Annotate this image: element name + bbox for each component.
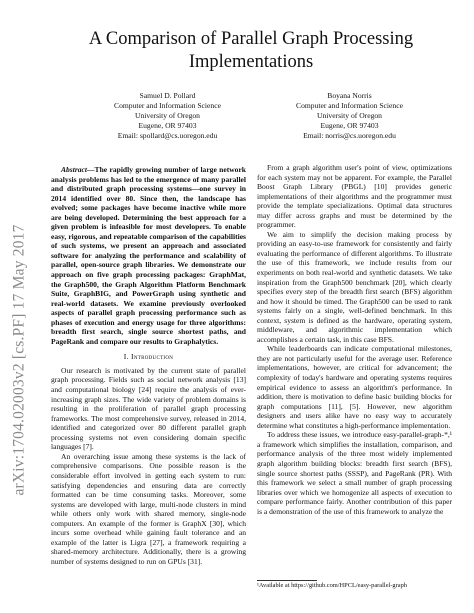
arxiv-identifier-stamp bbox=[8, 150, 32, 570]
paper-title: A Comparison of Parallel Graph Processing Implementations bbox=[88, 29, 414, 72]
section-heading bbox=[51, 352, 246, 362]
footnote: ¹Available at https://github.com/HPCL/easy-parallel-graph bbox=[257, 582, 407, 589]
section-title: Introduction bbox=[130, 352, 174, 362]
body-paragraph: We aim to simplify the decision making process by providing an easy-to-use framework for consistently and fairly evaluating the performance of different algorithms. To illustrate the use of this framework, we include results from our experiments on both real-world and synthetic datasets. We take inspiration from the Graph500 benchmark [20], which clearly specifies every step of the breadth first search (BFS) algorithm and how it should be timed. The Graph500 can be used to rank systems fairly on a single, well-defined benchmark. In this context, system is defined as the hardware, operating system, middleware, and algorithmic implementation which accomplishes a certain task, in this case BFS. bbox=[257, 229, 452, 344]
arxiv-stamp-text: arXiv:1704.02003v2 [cs.PF] 17 May 2017 bbox=[11, 224, 28, 496]
left-column bbox=[51, 165, 246, 566]
body-paragraph: While leaderboards can indicate computational milestones, they are not particularly useful for the average user. Reference implementations, however, are critical for advancement; the complexity of today's hardware and operating systems requires empirical evidence to assess an algorithm's performance. In addition, there is motivation to define basic building blocks for graph computations [11], [5]. However, new algorithm designers and users alike have no easy way to accurately determine what constitutes a high-performance implementation. bbox=[257, 344, 452, 430]
abstract bbox=[51, 165, 246, 346]
author-email: Email: norris@cs.uoregon.edu bbox=[303, 131, 396, 140]
author-name: Samuel D. Pollard bbox=[139, 91, 196, 100]
author-department: Computer and Information Science bbox=[296, 101, 403, 110]
body-paragraph: Our research is motivated by the current state of parallel graph processing. Fields such as social network analysis [13] and computational biology [24] require the analysis of ever-increasing graph sizes. The wide variety of problem domains is resulting in the proliferation of parallel graph processing frameworks. The most comprehensive survey, released in 2014, identified and categorized over 80 different parallel graph processing systems not even considering domain specific languages [7]. bbox=[51, 365, 246, 452]
right-column bbox=[257, 163, 452, 516]
body-paragraph: From a graph algorithm user's point of view, optimizations for each system may not be apparent. For example, the Parallel Boost Graph Library (PBGL) [10] provides generic implementations of their algorithms and the programmer must provide the template specializations. Optimal data structures may differ across graphs and must be determined by the programmer. bbox=[257, 163, 452, 230]
body-paragraph: To address these issues, we introduce easy-parallel-graph-*,¹ a framework which simplifies the installation, comparison, and performance analysis of the three most widely implemented graph algorithm building blocks: breadth first search (BFS), single source shortest paths (SSSP), and PageRank (PR). With this framework we select a small number of graph processing libraries over which we homogenize all aspects of execution to compare performance fairly. Another contribution of this paper is a demonstration of the use of this framework to analyze the bbox=[257, 430, 452, 516]
author-block-2 bbox=[262, 91, 437, 141]
author-city: Eugene, OR 97403 bbox=[320, 121, 379, 130]
abstract-label: Abstract bbox=[61, 165, 87, 174]
author-name: Boyana Norris bbox=[327, 91, 372, 100]
author-city: Eugene, OR 97403 bbox=[138, 121, 197, 130]
author-department: Computer and Information Science bbox=[114, 101, 221, 110]
body-paragraph: An overarching issue among these systems is the lack of comprehensive comparisons. One possible reason is the considerable effort involved in getting each system to run: satisfying dependencies and ensuring data are correctly formatted can be time consuming tasks. Moreover, some systems are developed with large, multi-node clusters in mind while others only work with shared memory, single-node computers. An example of the former is GraphX [30], which incurs some overhead while gaining fault tolerance and an example of the latter is Ligra [27], a framework requiring a shared-memory architecture. Additionally, there is a growing number of systems designed to run on GPUs [31]. bbox=[51, 451, 246, 566]
footnote-divider bbox=[257, 580, 317, 581]
section-number: I. bbox=[123, 352, 129, 362]
author-block-1 bbox=[80, 91, 255, 141]
author-university: University of Oregon bbox=[317, 111, 382, 120]
abstract-text: —The rapidly growing number of large network analysis problems has led to the emergence of many parallel and distributed graph processing systems—one survey in 2014 identified over 80. Since then, the landscape has evolved; some packages have become inactive while more are being developed. Determining the best approach for a given problem is infeasible for most developers. To enable easy, rigorous, and repeatable comparison of the capabilities of such systems, we present an approach and associated software for analyzing the performance and scalability of parallel, open-source graph libraries. We demonstrate our approach on five graph processing packages: GraphMat, the Graph500, the Graph Algorithm Platform Benchmark Suite, GraphBIG, and PowerGraph using synthetic and real-world datasets. We examine previously overlooked aspects of parallel graph processing performance such as phases of execution and energy usage for three algorithms: breadth first search, single source shortest paths, and PageRank and compare our results to Graphalytics. bbox=[51, 165, 246, 346]
author-university: University of Oregon bbox=[135, 111, 200, 120]
author-email: Email: spollard@cs.uoregon.edu bbox=[117, 131, 218, 140]
